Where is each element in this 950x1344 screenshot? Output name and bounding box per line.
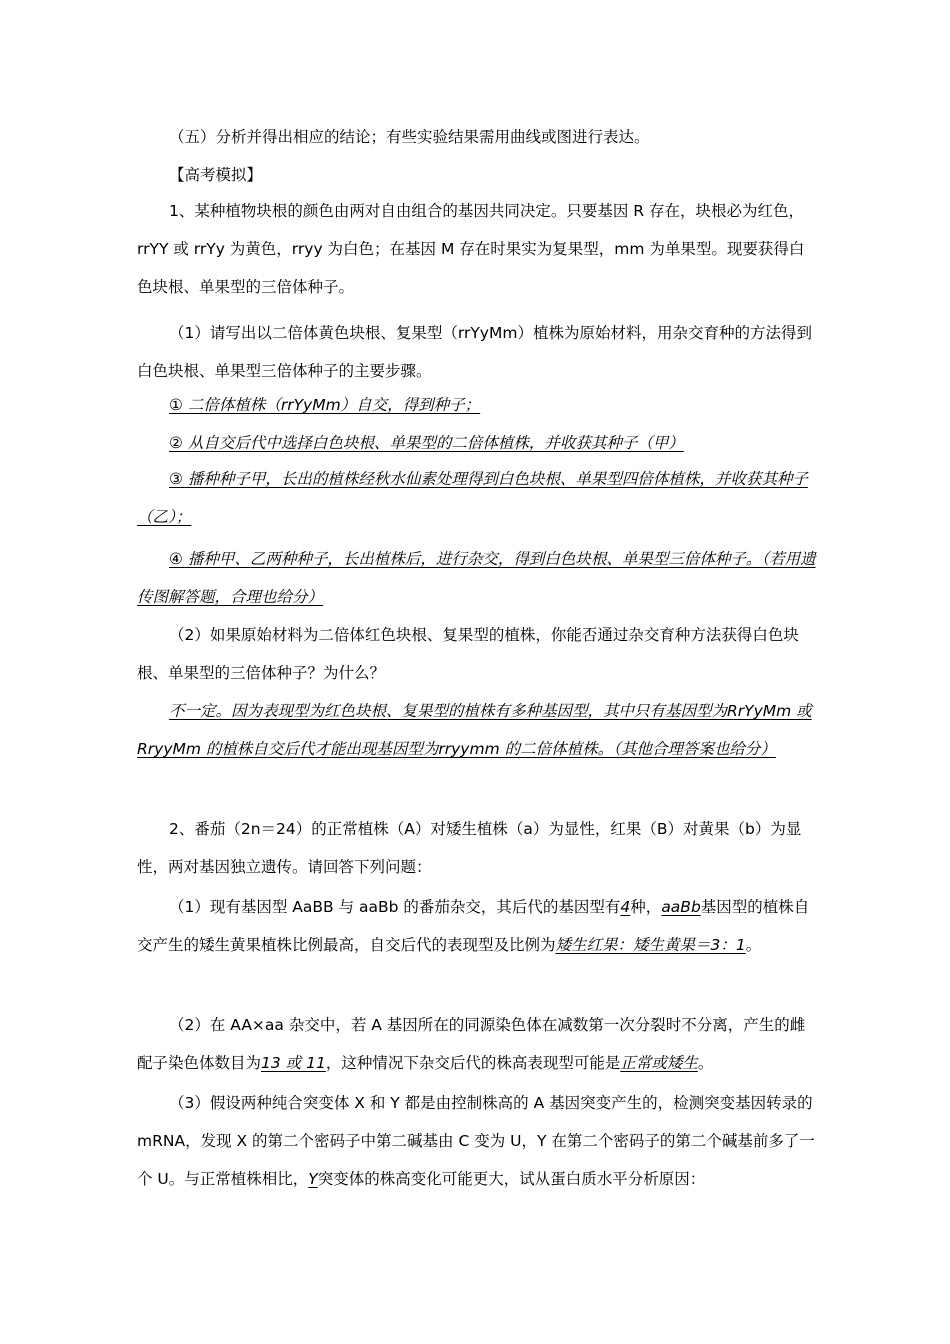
question-2-part-3 [137,1084,817,1198]
q2-1-text-e: 。 [745,936,762,954]
question-1-intro: 1、某种植物块根的颜色由两对自由组合的基因共同决定。只要基因 R 存在，块根必为红色，rrYY 或 rrYy 为黄色，rryy 为白色；在基因 M 存在时果实为复果型，mm 为单果型。现要获得白色块根、单果型的三倍体种子。 [137,202,805,296]
answer-phenotype-ratio: 矮生红果：矮生黄果＝3：1 [555,936,746,954]
answer-part-2 [137,692,817,768]
paragraph-conclusion: （五）分析并得出相应的结论；有些实验结果需用曲线或图进行表达。 [169,128,650,146]
answer-height-phenotype: 正常或矮生 [620,1054,698,1072]
answer-mutant: Y [308,1170,318,1188]
q2-1-text-a: （1）现有基因型 AaBB 与 aaBb 的番茄杂交，其后代的基因型有 [169,898,621,916]
q2-2-text-d: 。 [697,1054,714,1072]
answer-step-1 [137,386,817,424]
question-2-part-1 [137,888,817,964]
question-1-part-2: （2）如果原始材料为二倍体红色块根、复果型的植株，你能否通过杂交育种方法获得白色块根、单果型的三倍体种子？为什么？ [137,626,799,682]
answer-step-2-text: ② 从自交后代中选择白色块根、单果型的二倍体植株，并收获其种子（甲） [169,434,684,452]
answer-genotype: aaBb [661,898,701,916]
answer-genotype-count: 4 [620,898,631,916]
answer-step-3 [137,460,817,536]
answer-step-2 [137,424,817,462]
question-1-part-1: （1）请写出以二倍体黄色块根、复果型（rrYyMm）植株为原始材料，用杂交育种的方法得到白色块根、单果型三倍体种子的主要步骤。 [137,324,812,380]
answer-step-4 [137,540,817,616]
q2-1-text-c: 种， [630,898,662,916]
question-2-intro: 2、番茄（2n＝24）的正常植株（A）对矮生植株（a）为显性，红果（B）对黄果（b）为显性，两对基因独立遗传。请回答下列问题： [137,820,802,876]
answer-step-3-text: ③ 播种种子甲，长出的植株经秋水仙素处理得到白色块根、单果型四倍体植株，并收获其种子（乙）； [137,470,808,526]
section-heading-gaokao: 【高考模拟】 [169,166,263,184]
q2-3-text-a: （3）假设两种纯合突变体 X 和 Y 都是由控制株高的 A 基因突变产生的，检测突变基因转录的 mRNA，发现 X 的第二个密码子中第二碱基由 C 变为 U，Y 在第二个密码子的第二个碱基前多了一个 U。与正常植株相比， [137,1094,815,1188]
answer-chromosome-number: 13 或 11 [261,1054,326,1072]
answer-part-2-text: 不一定。因为表现型为红色块根、复果型的植株有多种基因型，其中只有基因型为RrYyMm 或 RryyMm 的植株自交后代才能出现基因型为rryymm 的二倍体植株。（其他合理答案也给分） [137,702,812,758]
answer-step-4-text: ④ 播种甲、乙两种种子，长出植株后，进行杂交，得到白色块根、单果型三倍体种子。（若用遗传图解答题，合理也给分） [137,550,816,606]
question-2-part-2 [137,1006,817,1082]
q2-3-text-c: 突变体的株高变化可能更大，试从蛋白质水平分析原因： [317,1170,706,1188]
q2-1-text-d: 基因型的植株自交产生的矮生黄果植株比例最高，自交后代的表现型及比例为 [137,898,810,954]
q2-2-text-a: （2）在 AA×aa 杂交中，若 A 基因所在的同源染色体在减数第一次分裂时不分离，产生的雌配子染色体数目为 [137,1016,806,1072]
q2-2-text-c: ，这种情况下杂交后代的株高表现型可能是 [325,1054,621,1072]
answer-step-1-text: ① 二倍体植株（rrYyMm）自交，得到种子； [169,396,481,414]
